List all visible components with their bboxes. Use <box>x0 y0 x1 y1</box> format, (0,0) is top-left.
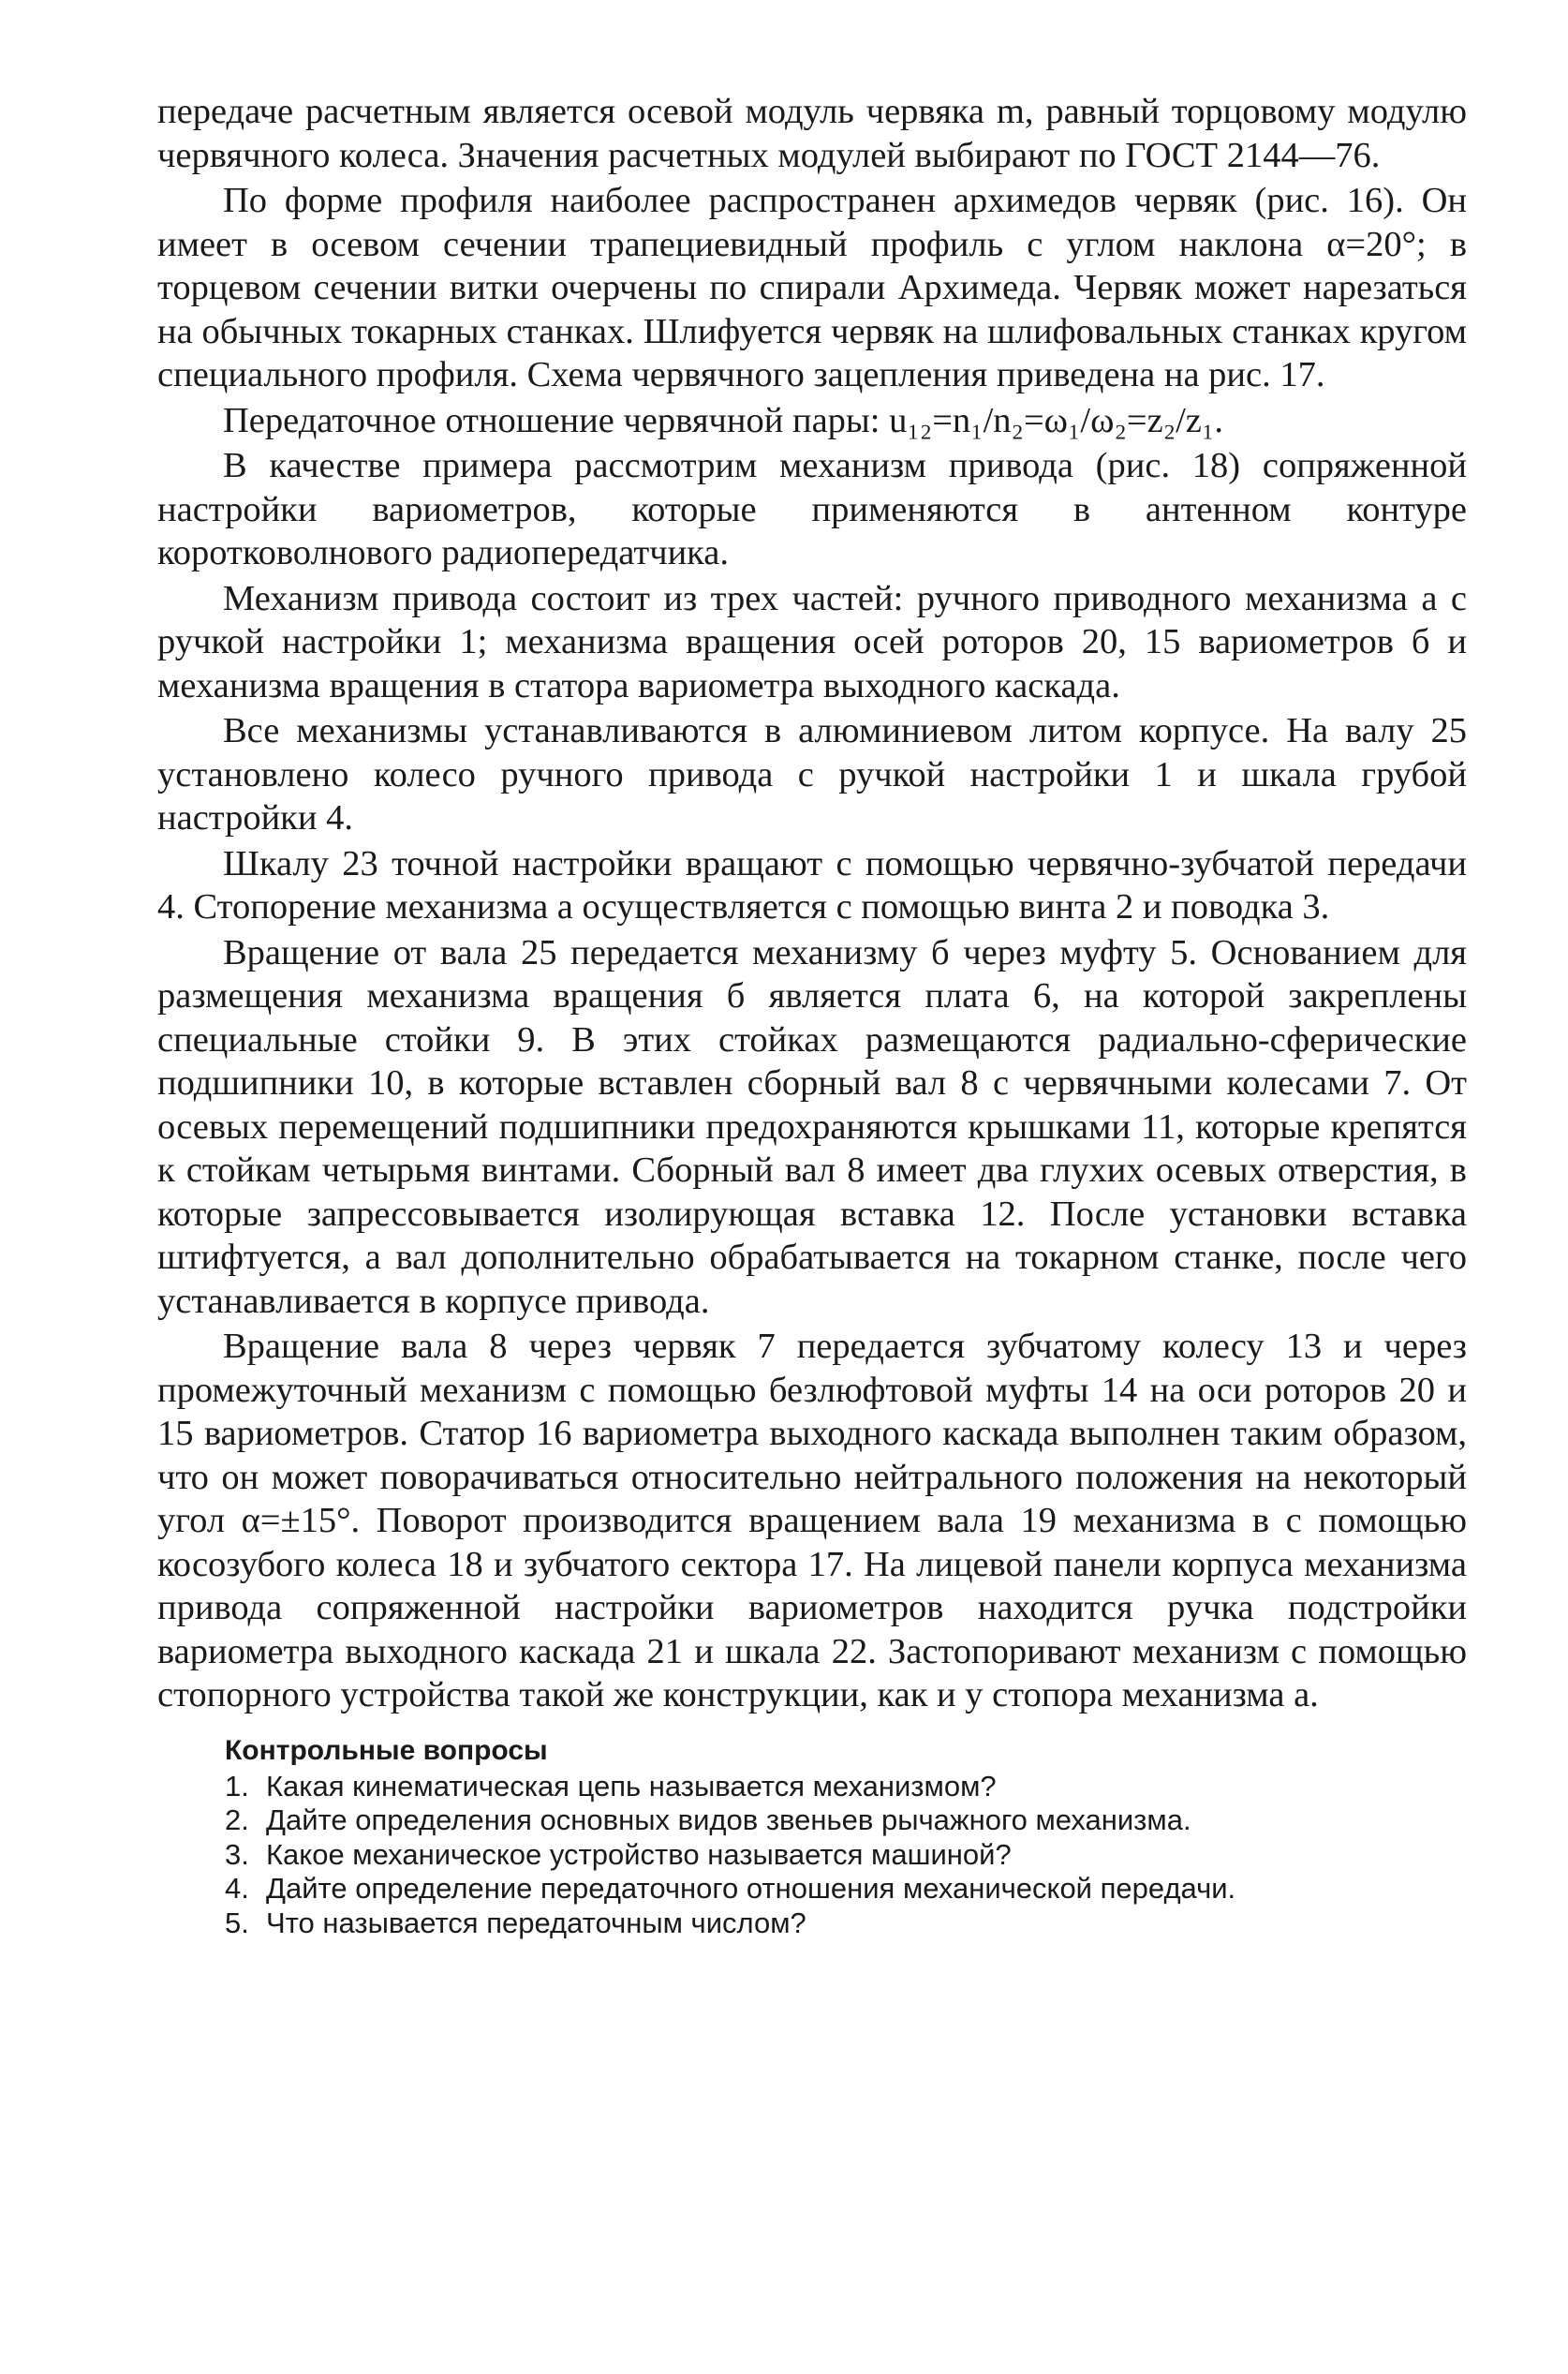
paragraph-mechanism-parts: Механизм привода состоит из трех частей: ручного приводного механизма а с ручкой настройки 1; механизма вращения осей роторов 20, 15 вариометров б и механизма вращения в статора вариометра выходного каскада. <box>157 578 1467 705</box>
paragraph-modulus: передаче расчетным является осевой модуль червяка m, равный торцовому модулю червячного колеса. Значения расчетных модулей выбирают по ГОСТ 2144—76. <box>157 92 1467 175</box>
questions-list <box>157 1770 1467 1941</box>
questions-heading: Контрольные вопросы <box>225 1734 548 1766</box>
paragraph-shaft-rotation: Вращение от вала 25 передается механизму б через муфту 5. Основанием для размещения механизма вращения б является плата 6, на которой закреплены специальные стойки 9. В этих стойках размещаются радиально-сферические подшипники 10, в которые вставлен сборный вал 8 с червячными колесами 7. От осевых перемещений подшипники предохраняются крышками 11, которые крепятся к стойкам четырьмя винтами. Сборный вал 8 имеет два глухих осевых отверстия, в которые запрессовывается изолирующая вставка 12. После установки вставка штифтуется, а вал дополнительно обрабатывается на токарном станке, после чего устанавливается в корпусе привода. <box>157 932 1467 1321</box>
question-number: 2. <box>225 1803 249 1836</box>
question-number: 1. <box>225 1769 249 1803</box>
question-number: 5. <box>225 1906 249 1939</box>
paragraph-example: В качестве примера рассмотрим механизм привода (рис. 18) сопряженной настройки вариометров, которые применяются в антенном контуре коротковолнового радиопередатчика. <box>157 446 1467 572</box>
question-text: Дайте определение передаточного отношения механической передачи. <box>266 1872 1236 1905</box>
question-item <box>225 1803 1467 1838</box>
paragraph-housing: Все механизмы устанавливаются в алюминиевом литом корпусе. На валу 25 установлено колесо ручного привода с ручкой настройки 1 и шкала грубой настройки 4. <box>157 711 1467 838</box>
question-item <box>225 1907 1467 1941</box>
question-text: Что называется передаточным числом? <box>266 1906 806 1939</box>
question-number: 4. <box>225 1872 249 1905</box>
control-questions <box>157 1734 1467 1941</box>
paragraph-gear-ratio: Передаточное отношение червячной пары: u₁₂=n₁/n₂=ω₁/ω₂=z₂/z₁. <box>223 400 1223 440</box>
question-text: Дайте определения основных видов звеньев рычажного механизма. <box>266 1803 1191 1836</box>
question-text: Какое механическое устройство называется машиной? <box>266 1837 1012 1871</box>
paragraph-fine-scale: Шкалу 23 точной настройки вращают с помощью червячно-зубчатой передачи 4. Стопорение механизма а осуществляется с помощью винта 2 и поводка 3. <box>157 843 1467 927</box>
paragraph-worm-rotation: Вращение вала 8 через червяк 7 передается зубчатому колесу 13 и через промежуточный механизм с помощью безлюфтовой муфты 14 на оси роторов 20 и 15 вариометров. Статор 16 вариометра выходного каскада выполнен таким образом, что он может поворачиваться относительно нейтрального положения на некоторый угол α=±15°. Поворот производится вращением вала 19 механизма в с помощью косозубого колеса 18 и зубчатого сектора 17. На лицевой панели корпуса механизма привода сопряженной настройки вариометров находится ручка подстройки вариометра выходного каскада 21 и шкала 22. Застопоривают механизм с помощью стопорного устройства такой же конструкции, как и у стопора механизма а. <box>157 1327 1467 1714</box>
question-item <box>225 1838 1467 1873</box>
paragraph-archimedean-worm: По форме профиля наиболее распространен архимедов червяк (рис. 16). Он имеет в осевом сечении трапециевидный профиль с углом наклона α=20°; в торцевом сечении витки очерчены по спирали Архимеда. Червяк может нарезаться на обычных токарных станках. Шлифуется червяк на шлифовальных станках кругом специального профиля. Схема червячного зацепления приведена на рис. 17. <box>157 181 1467 394</box>
question-item <box>225 1872 1467 1907</box>
question-item <box>225 1770 1467 1804</box>
page-body <box>157 90 1467 1940</box>
question-text: Какая кинематическая цепь называется механизмом? <box>266 1769 997 1803</box>
question-number: 3. <box>225 1837 249 1871</box>
